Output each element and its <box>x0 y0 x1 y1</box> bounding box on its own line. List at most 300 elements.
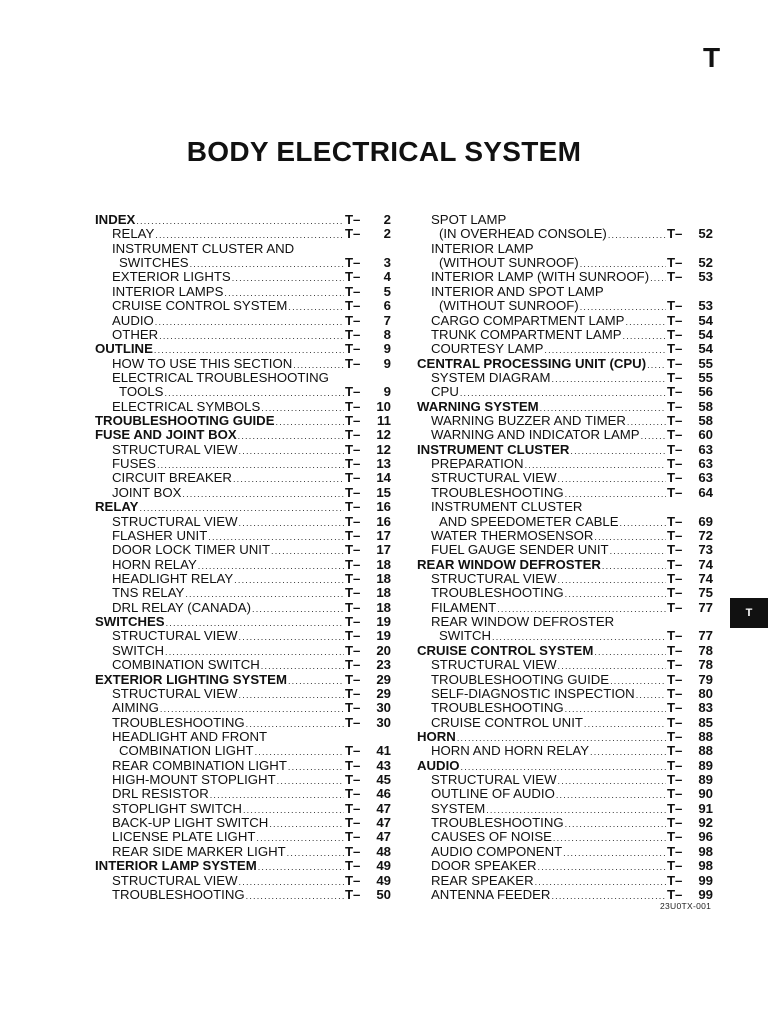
toc-entry[interactable] <box>417 615 713 629</box>
toc-entry[interactable] <box>95 471 391 485</box>
toc-entry-label: EXTERIOR LIGHTING SYSTEM <box>95 671 287 687</box>
toc-entry[interactable] <box>95 342 391 356</box>
page-number: 47 <box>376 800 391 816</box>
toc-entry[interactable] <box>417 859 713 873</box>
section-tab-marker[interactable]: T <box>730 598 768 628</box>
dot-leader <box>602 559 666 573</box>
dot-leader <box>647 358 666 372</box>
page-number: 2 <box>383 226 391 242</box>
toc-entry-page <box>667 730 713 744</box>
toc-entry[interactable] <box>95 414 391 428</box>
toc-entry-label: ELECTRICAL SYMBOLS <box>112 398 261 414</box>
toc-entry[interactable] <box>95 543 391 557</box>
toc-entry-label: REAR SPEAKER <box>431 872 534 888</box>
page-prefix: T– <box>345 355 361 371</box>
page-number: 43 <box>376 757 391 773</box>
toc-entry-label: STRUCTURAL VIEW <box>431 772 557 788</box>
toc-entry[interactable] <box>95 601 391 615</box>
toc-entry[interactable] <box>95 888 391 902</box>
page-prefix: T– <box>667 226 683 242</box>
dot-leader <box>538 860 666 874</box>
toc-entry[interactable] <box>95 371 391 385</box>
dot-leader <box>239 516 344 530</box>
toc-entry[interactable] <box>95 385 391 399</box>
page-number: 41 <box>376 743 391 759</box>
toc-entry[interactable] <box>417 687 713 701</box>
page-prefix: T– <box>345 843 361 859</box>
page-number: 58 <box>698 413 713 429</box>
page-prefix: T– <box>345 470 361 486</box>
toc-entry-page <box>667 802 713 816</box>
toc-entry[interactable] <box>417 299 713 313</box>
page-number: 11 <box>377 413 391 429</box>
toc-entry[interactable] <box>95 213 391 227</box>
toc-entry-label: (IN OVERHEAD CONSOLE) <box>439 226 607 242</box>
page-number: 18 <box>376 585 391 601</box>
page-prefix: T– <box>667 858 683 874</box>
toc-entry-page <box>345 601 391 615</box>
page-number: 98 <box>698 843 713 859</box>
page-number: 77 <box>698 628 713 644</box>
toc-entry-page <box>345 816 391 830</box>
toc-entry-label: STRUCTURAL VIEW <box>112 628 238 644</box>
page-prefix: T– <box>345 614 361 630</box>
toc-entry-label: INSTRUMENT CLUSTER AND <box>112 240 295 256</box>
toc-entry-label: INSTRUMENT CLUSTER <box>431 499 583 515</box>
toc-entry[interactable] <box>95 285 391 299</box>
toc-entry-page <box>667 859 713 873</box>
page-prefix: T– <box>667 843 683 859</box>
toc-entry[interactable] <box>417 314 713 328</box>
page-prefix: T– <box>667 427 683 443</box>
toc-entry[interactable] <box>95 787 391 801</box>
toc-entry[interactable] <box>417 270 713 284</box>
toc-entry-label: HORN RELAY <box>112 556 197 572</box>
page-number: 55 <box>698 355 713 371</box>
page-number: 18 <box>376 599 391 615</box>
page-prefix: T– <box>345 484 361 500</box>
page-number: 98 <box>698 858 713 874</box>
page-number: 12 <box>376 427 391 443</box>
toc-entry[interactable] <box>417 443 713 457</box>
toc-entry-label: STOPLIGHT SWITCH <box>112 800 242 816</box>
page-title: BODY ELECTRICAL SYSTEM <box>186 136 582 167</box>
dot-leader <box>625 315 666 329</box>
toc-entry[interactable] <box>417 716 713 730</box>
toc-entry-page <box>667 759 713 773</box>
toc-entry-page <box>667 471 713 485</box>
toc-entry[interactable] <box>417 759 713 773</box>
page-prefix: T– <box>667 441 683 457</box>
toc-entry[interactable] <box>95 701 391 715</box>
toc-entry-page <box>345 515 391 529</box>
page-number: 88 <box>698 743 713 759</box>
page-prefix: T– <box>345 685 361 701</box>
dot-leader <box>565 587 666 601</box>
page-number: 56 <box>698 384 713 400</box>
toc-entry[interactable] <box>417 515 713 529</box>
toc-entry-page <box>345 342 391 356</box>
toc-entry[interactable] <box>95 400 391 414</box>
toc-entry-page <box>667 270 713 284</box>
toc-entry[interactable] <box>95 874 391 888</box>
toc-entry-page <box>345 615 391 629</box>
toc-entry[interactable] <box>417 357 713 371</box>
page-prefix: T– <box>345 513 361 529</box>
dot-leader <box>556 788 666 802</box>
page-prefix: T– <box>667 657 683 673</box>
toc-entry[interactable] <box>417 428 713 442</box>
toc-entry-page <box>345 773 391 787</box>
toc-entry-label: CARGO COMPARTMENT LAMP <box>431 312 625 328</box>
toc-entry-label: HEADLIGHT RELAY <box>112 570 234 586</box>
toc-entry-label: TROUBLESHOOTING <box>431 815 564 831</box>
toc-entry[interactable] <box>95 644 391 658</box>
page-number: 74 <box>698 556 713 572</box>
dot-leader <box>239 444 344 458</box>
toc-entry[interactable] <box>95 529 391 543</box>
dot-leader <box>155 315 344 329</box>
toc-entry[interactable] <box>417 385 713 399</box>
page-prefix: T– <box>667 671 683 687</box>
toc-entry[interactable] <box>95 486 391 500</box>
toc-entry-label: COURTESY LAMP <box>431 341 544 357</box>
dot-leader <box>594 645 666 659</box>
toc-entry-label: STRUCTURAL VIEW <box>431 657 557 673</box>
toc-entry-label: DRL RELAY (CANADA) <box>112 599 251 615</box>
toc-entry[interactable] <box>417 543 713 557</box>
toc-entry-label: FUSE AND JOINT BOX <box>95 427 237 443</box>
toc-entry[interactable] <box>417 601 713 615</box>
page-prefix: T– <box>667 484 683 500</box>
page-prefix: T– <box>667 700 683 716</box>
page-number: 73 <box>698 542 713 558</box>
toc-entry[interactable] <box>95 500 391 514</box>
toc-entry[interactable] <box>95 744 391 758</box>
toc-entry-label: OUTLINE <box>95 341 153 357</box>
page-number: 64 <box>698 484 713 500</box>
dot-leader <box>288 760 344 774</box>
toc-entry-label: TRUNK COMPARTMENT LAMP <box>431 326 622 342</box>
toc-entry-page <box>345 874 391 888</box>
toc-entry[interactable] <box>95 428 391 442</box>
toc-entry-page <box>345 500 391 514</box>
toc-entry-label: OUTLINE OF AUDIO <box>431 786 555 802</box>
toc-entry-label: FLASHER UNIT <box>112 527 208 543</box>
toc-entry[interactable] <box>95 256 391 270</box>
page-number: 19 <box>376 614 391 630</box>
page-prefix: T– <box>345 786 361 802</box>
toc-entry-label: STRUCTURAL VIEW <box>431 470 557 486</box>
dot-leader <box>620 516 666 530</box>
page-number: 96 <box>698 829 713 845</box>
toc-entry-label: COMBINATION LIGHT <box>119 743 254 759</box>
toc-entry[interactable] <box>417 328 713 342</box>
dot-leader <box>650 271 666 285</box>
toc-entry-label: INDEX <box>95 212 136 227</box>
toc-entry[interactable] <box>95 658 391 672</box>
page-prefix: T– <box>345 570 361 586</box>
toc-entry-label: TROUBLESHOOTING GUIDE <box>95 413 275 429</box>
toc-entry[interactable] <box>417 773 713 787</box>
toc-entry-label: SWITCHES <box>95 614 165 630</box>
toc-entry[interactable] <box>417 285 713 299</box>
toc-entry-label: WARNING AND INDICATOR LAMP <box>431 427 640 443</box>
page-prefix: T– <box>345 872 361 888</box>
toc-entry[interactable] <box>417 730 713 744</box>
page-number: 55 <box>698 369 713 385</box>
dot-leader <box>553 831 666 845</box>
dot-leader <box>233 472 344 486</box>
toc-entry-label: STRUCTURAL VIEW <box>112 441 238 457</box>
toc-entry-label: OTHER <box>112 326 159 342</box>
toc-entry[interactable] <box>417 787 713 801</box>
toc-entry-page <box>667 227 713 241</box>
toc-entry[interactable] <box>95 830 391 844</box>
dot-leader <box>271 544 344 558</box>
page-prefix: T– <box>667 815 683 831</box>
toc-entry[interactable] <box>417 586 713 600</box>
toc-entry-label: FUSES <box>112 456 156 472</box>
page-prefix: T– <box>345 657 361 673</box>
toc-entry[interactable] <box>417 673 713 687</box>
toc-entry-label: HOW TO USE THIS SECTION <box>112 355 293 371</box>
dot-leader <box>288 674 344 688</box>
toc-entry-page <box>345 529 391 543</box>
page-number: 78 <box>698 642 713 658</box>
toc-entry[interactable] <box>95 859 391 873</box>
dot-leader <box>234 573 344 587</box>
toc-entry[interactable] <box>95 515 391 529</box>
toc-right-column <box>417 213 713 902</box>
page-number: 20 <box>376 642 391 658</box>
toc-entry-label: FUEL GAUGE SENDER UNIT <box>431 542 609 558</box>
page-number: 53 <box>698 298 713 314</box>
toc-entry-page <box>345 787 391 801</box>
page-prefix: T– <box>345 427 361 443</box>
page-prefix: T– <box>345 456 361 472</box>
dot-leader <box>276 415 345 429</box>
toc-entry-page <box>667 515 713 529</box>
toc-entry[interactable] <box>95 457 391 471</box>
toc-entry[interactable] <box>417 744 713 758</box>
toc-entry[interactable] <box>417 529 713 543</box>
toc-entry-label: TNS RELAY <box>112 585 185 601</box>
toc-entry[interactable] <box>95 759 391 773</box>
toc-entry[interactable] <box>417 644 713 658</box>
toc-entry[interactable] <box>417 457 713 471</box>
toc-entry[interactable] <box>95 687 391 701</box>
toc-entry[interactable] <box>417 845 713 859</box>
toc-entry-page <box>667 256 713 270</box>
page-prefix: T– <box>667 413 683 429</box>
toc-entry-label: SYSTEM <box>431 800 486 816</box>
page-number: 85 <box>698 714 713 730</box>
page-prefix: T– <box>667 829 683 845</box>
toc-entry-page <box>345 428 391 442</box>
toc-entry[interactable] <box>417 830 713 844</box>
dot-leader <box>535 875 666 889</box>
page-number: 54 <box>698 341 713 357</box>
toc-entry[interactable] <box>417 802 713 816</box>
toc-entry[interactable] <box>417 256 713 270</box>
toc-entry[interactable] <box>95 443 391 457</box>
toc-entry[interactable] <box>95 816 391 830</box>
toc-entry[interactable] <box>95 572 391 586</box>
page-number: 15 <box>376 484 391 500</box>
toc-entry[interactable] <box>95 328 391 342</box>
page-number: 89 <box>698 772 713 788</box>
page-number: 48 <box>376 843 391 859</box>
page-prefix: T– <box>345 556 361 572</box>
dot-leader <box>232 271 344 285</box>
toc-entry-label: STRUCTURAL VIEW <box>112 685 238 701</box>
toc-entry-label: WARNING BUZZER AND TIMER <box>431 413 626 429</box>
toc-entry[interactable] <box>417 486 713 500</box>
page-number: 90 <box>698 786 713 802</box>
page-prefix: T– <box>345 599 361 615</box>
toc-entry-page <box>667 716 713 730</box>
toc-entry[interactable] <box>417 658 713 672</box>
toc-entry[interactable] <box>95 242 391 256</box>
page-number: 72 <box>698 527 713 543</box>
page-prefix: T– <box>345 312 361 328</box>
toc-entry-label: AUDIO COMPONENT <box>431 843 563 859</box>
toc-entry[interactable] <box>95 586 391 600</box>
toc-entry[interactable] <box>95 802 391 816</box>
toc-entry-label: SPOT LAMP <box>431 212 507 227</box>
toc-entry[interactable] <box>95 299 391 313</box>
page-number: 45 <box>376 772 391 788</box>
dot-leader <box>636 688 666 702</box>
toc-entry-label: TROUBLESHOOTING <box>112 886 245 902</box>
page-number: 60 <box>698 427 713 443</box>
toc-entry-page <box>345 314 391 328</box>
toc-entry-label: AIMING <box>112 700 159 716</box>
toc-entry[interactable] <box>417 213 713 227</box>
page-prefix: T– <box>667 728 683 744</box>
toc-entry[interactable] <box>417 572 713 586</box>
page-number: 46 <box>376 786 391 802</box>
page-prefix: T– <box>667 772 683 788</box>
page-prefix: T– <box>345 226 361 242</box>
toc-entry[interactable] <box>417 701 713 715</box>
toc-entry-page <box>667 816 713 830</box>
toc-entry-page <box>345 716 391 730</box>
page-number: 18 <box>376 556 391 572</box>
toc-entry[interactable] <box>417 371 713 385</box>
toc-entry[interactable] <box>95 673 391 687</box>
page-prefix: T– <box>345 628 361 644</box>
toc-entry-label: INTERIOR LAMPS <box>112 283 224 299</box>
toc-entry-page <box>667 443 713 457</box>
toc-entry[interactable] <box>95 314 391 328</box>
toc-entry-page <box>345 270 391 284</box>
toc-entry-page <box>667 874 713 888</box>
page-prefix: T– <box>667 642 683 658</box>
page-prefix: T– <box>345 671 361 687</box>
page-number: 63 <box>698 441 713 457</box>
toc-entry-label: HEADLIGHT AND FRONT <box>112 728 268 744</box>
page-prefix: T– <box>345 772 361 788</box>
page-number: 30 <box>376 700 391 716</box>
toc-entry-page <box>345 830 391 844</box>
page-prefix: T– <box>667 255 683 271</box>
toc-entry[interactable] <box>95 357 391 371</box>
toc-entry-page <box>667 787 713 801</box>
toc-entry-label: REAR COMBINATION LIGHT <box>112 757 287 773</box>
toc-entry[interactable] <box>417 414 713 428</box>
dot-leader <box>623 329 666 343</box>
toc-entry-label: RELAY <box>112 226 155 242</box>
toc-entry-page <box>667 328 713 342</box>
toc-entry-page <box>667 830 713 844</box>
toc-entry-page <box>345 673 391 687</box>
toc-entry[interactable] <box>417 816 713 830</box>
toc-entry-page <box>345 687 391 701</box>
toc-entry[interactable] <box>95 773 391 787</box>
dot-leader <box>608 228 666 242</box>
page-number: 91 <box>698 800 713 816</box>
page-number: 54 <box>698 312 713 328</box>
toc-entry-label: STRUCTURAL VIEW <box>112 872 238 888</box>
toc-entry-page <box>345 845 391 859</box>
toc-entry[interactable] <box>95 270 391 284</box>
toc-entry[interactable] <box>95 845 391 859</box>
page-number: 69 <box>698 513 713 529</box>
toc-entry-label: CRUISE CONTROL SYSTEM <box>417 642 594 658</box>
page-number: 52 <box>698 255 713 271</box>
dot-leader <box>287 846 344 860</box>
toc-entry[interactable] <box>417 342 713 356</box>
page-number: 17 <box>376 542 391 558</box>
toc-entry[interactable] <box>417 558 713 572</box>
toc-entry[interactable] <box>95 629 391 643</box>
page-prefix: T– <box>345 800 361 816</box>
toc-entry-page <box>667 629 713 643</box>
toc-entry[interactable] <box>417 629 713 643</box>
dot-leader <box>558 472 666 486</box>
toc-entry[interactable] <box>417 242 713 256</box>
toc-entry[interactable] <box>95 730 391 744</box>
page-prefix: T– <box>667 599 683 615</box>
toc-entry[interactable] <box>417 874 713 888</box>
dot-leader <box>558 774 666 788</box>
page-prefix: T– <box>345 585 361 601</box>
page-prefix: T– <box>667 456 683 472</box>
toc-entry-label: STRUCTURAL VIEW <box>112 513 238 529</box>
toc-entry[interactable] <box>417 500 713 514</box>
toc-entry-label: SWITCH <box>112 642 165 658</box>
page-prefix: T– <box>667 341 683 357</box>
toc-entry-label: COMBINATION SWITCH <box>112 657 260 673</box>
toc-entry-page <box>345 227 391 241</box>
toc-entry-page <box>345 385 391 399</box>
page-number: 16 <box>376 499 391 515</box>
toc-entry[interactable] <box>417 471 713 485</box>
toc-entry[interactable] <box>95 716 391 730</box>
toc-entry[interactable] <box>95 558 391 572</box>
page-number: 92 <box>698 815 713 831</box>
toc-entry-page <box>667 342 713 356</box>
toc-entry[interactable] <box>417 400 713 414</box>
toc-entry[interactable] <box>95 615 391 629</box>
page-number: 80 <box>698 685 713 701</box>
toc-entry[interactable] <box>95 227 391 241</box>
toc-entry[interactable] <box>417 227 713 241</box>
toc-entry-label: WATER THERMOSENSOR <box>431 527 594 543</box>
page-prefix: T– <box>667 628 683 644</box>
